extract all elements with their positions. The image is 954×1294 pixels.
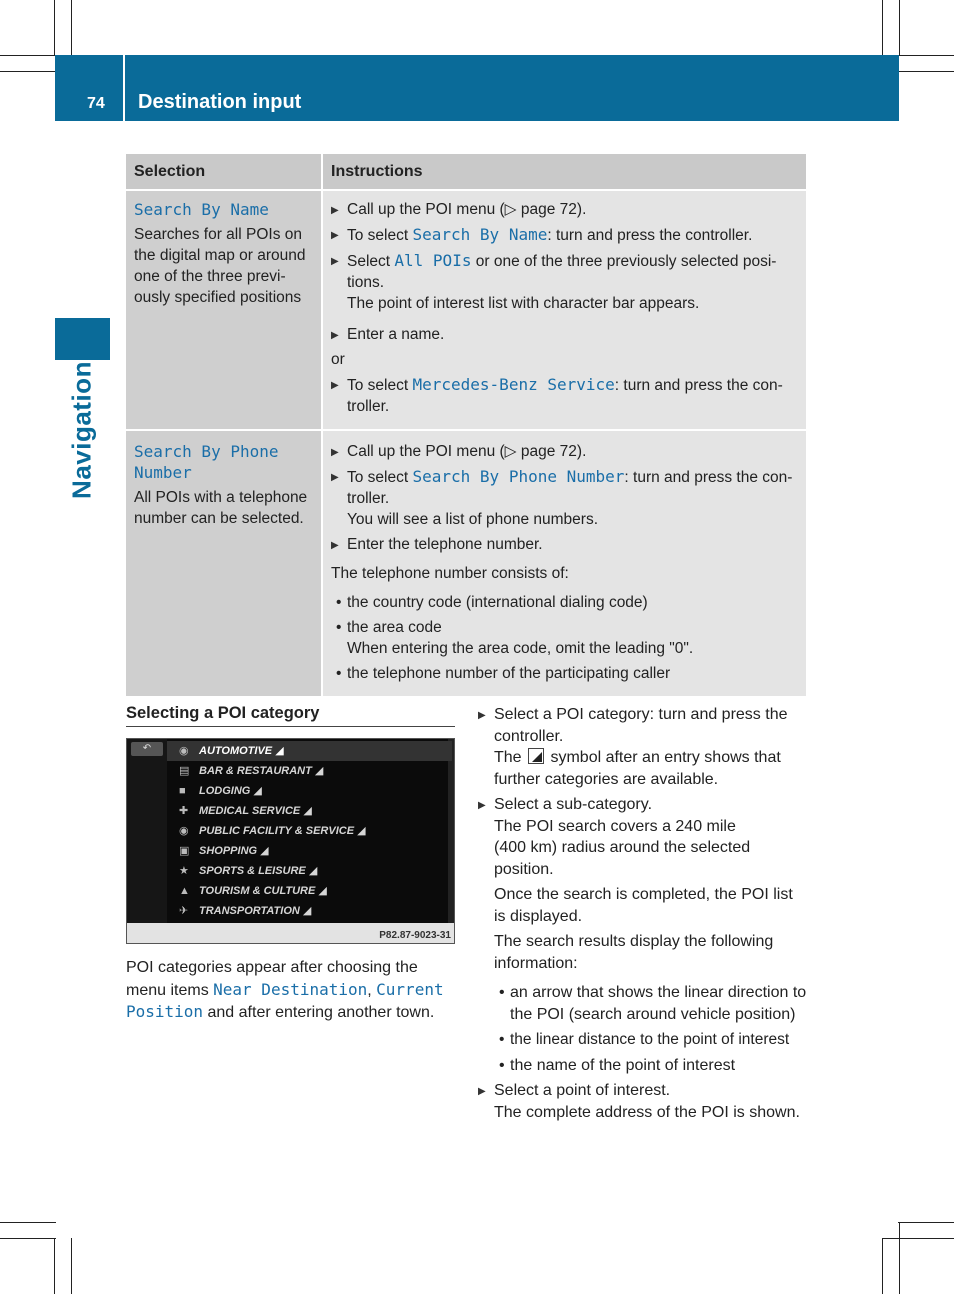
menu-item-bar-restaurant: ▤ BAR & RESTAURANT ◢ (167, 761, 452, 781)
instruction-step (331, 466, 798, 509)
screen-menu (167, 741, 452, 921)
subcategory-symbol-icon (528, 748, 544, 764)
instruction-step (331, 199, 798, 220)
step-text: : turn and press the controller. (347, 469, 793, 507)
step-text: : turn and press the controller. (547, 227, 753, 244)
sports-icon: ★ (179, 865, 189, 877)
step-text: or one of the three previously selected positions. (347, 253, 777, 291)
crop-mark (54, 1238, 55, 1294)
table-row (126, 430, 806, 696)
step-text: To select (347, 227, 413, 244)
cup-icon: ▤ (179, 765, 190, 777)
step-text: : turn and press the controller. (347, 377, 783, 415)
menu-item-lodging: ■ LODGING ◢ (167, 781, 452, 801)
menu-item-automotive: ◉ AUTOMOTIVE ◢ (167, 741, 452, 761)
menu-item-ref: Search By Name (412, 225, 548, 244)
menu-item-label: SPORTS & LEISURE (199, 865, 306, 877)
menu-item-ref: Mercedes-Benz Service (412, 375, 615, 394)
instruction-step (331, 374, 798, 417)
menu-item-sports: ★ SPORTS & LEISURE ◢ (167, 861, 452, 881)
table-header-instructions: Instructions (322, 154, 806, 190)
crop-mark (899, 1222, 900, 1294)
side-tab-marker (55, 318, 110, 360)
selection-title: Search By Name (134, 200, 269, 219)
poi-category-screenshot (126, 738, 455, 944)
crop-mark (0, 71, 56, 72)
image-id: P82.87-9023-31 (379, 930, 451, 941)
crop-mark (898, 1222, 954, 1223)
side-tab-label: Navigation (66, 361, 97, 499)
step-text: To select (347, 377, 413, 394)
caption-text: and after entering another town. (203, 1004, 435, 1021)
menu-item-label: TRANSPORTATION (199, 905, 300, 917)
instruction-step (331, 534, 798, 555)
bed-icon: ■ (179, 785, 186, 797)
crop-mark (0, 1238, 56, 1239)
menu-item-ref: Current Position (126, 979, 444, 1021)
bag-icon: ▣ (179, 845, 190, 857)
instruction-step (331, 441, 798, 462)
page-header (55, 55, 899, 121)
note-text: The (494, 749, 527, 766)
menu-item-label: LODGING (199, 785, 251, 797)
bullet-item: • the country code (international dialing code) (331, 592, 798, 613)
cross-icon: ✚ (179, 805, 189, 817)
landmark-icon: ▲ (179, 885, 190, 897)
step-note: The POI search covers a 240 mile (400 km) radius around the selected position. (494, 817, 751, 878)
instruction-step (331, 250, 798, 293)
instruction-step (331, 224, 798, 246)
crop-mark (0, 55, 56, 56)
crop-mark (882, 0, 883, 56)
note-text: symbol after an entry shows that further categories are available. (494, 749, 781, 788)
menu-item-label: PUBLIC FACILITY & SERVICE (199, 825, 355, 837)
screenshot-caption (126, 957, 455, 1024)
crop-mark (898, 55, 954, 56)
menu-item-shopping: ▣ SHOPPING ◢ (167, 841, 452, 861)
menu-item-tourism: ▲ TOURISM & CULTURE ◢ (167, 881, 452, 901)
consists-text: The telephone number consists of: (331, 565, 569, 582)
bullet-item: • the linear distance to the point of interest (494, 1029, 808, 1051)
menu-item-label: BAR & RESTAURANT (199, 765, 312, 777)
instruction-step: ▶ Select a point of interest. (478, 1080, 808, 1102)
bullet-item: • the area code (331, 617, 798, 638)
selection-cell (126, 430, 322, 696)
poi-search-table (126, 154, 806, 696)
menu-item-label: AUTOMOTIVE (199, 745, 273, 757)
selection-description: All POIs with a telephone number can be selected. (134, 489, 308, 527)
or-text: or (331, 351, 345, 368)
instruction-step (331, 324, 798, 345)
back-arrow-icon: ↶ (131, 742, 163, 756)
crop-mark (882, 1238, 883, 1294)
right-column-instructions (478, 704, 808, 1127)
step-note: You will see a list of phone numbers. (347, 511, 599, 528)
caption-text: , (367, 981, 377, 999)
crop-mark (0, 1222, 56, 1223)
step-text: To select (347, 469, 413, 486)
step-text: Call up the POI menu (▷ page 72). (347, 201, 587, 218)
image-id-bar (127, 923, 454, 943)
bullet-note: When entering the area code, omit the leading "0". (347, 640, 694, 657)
page-number-box (55, 55, 125, 121)
caption-text: POI categories appear after choosing the menu items (126, 959, 418, 999)
table-header-selection: Selection (126, 154, 322, 190)
menu-item-ref: Search By Phone Number (412, 467, 625, 486)
crop-mark (899, 0, 900, 56)
step-note (478, 747, 808, 790)
bullet-item: • the telephone number of the participating caller (331, 663, 798, 684)
instruction-step: ▶ Select a sub-category. (478, 794, 808, 816)
step-note: The point of interest list with character bar appears. (347, 295, 700, 312)
step-text: Call up the POI menu (▷ page 72). (347, 443, 587, 460)
crop-mark (71, 0, 72, 56)
table-row (126, 190, 806, 430)
screen-side-strip (127, 739, 167, 925)
menu-item-medical: ✚ MEDICAL SERVICE ◢ (167, 801, 452, 821)
step-note: The complete address of the POI is shown. (494, 1103, 800, 1121)
instruction-step: ▶ Select a POI category: turn and press the controller. (478, 704, 808, 747)
bullet-item: • an arrow that shows the linear direction to the POI (search around vehicle position) (494, 982, 808, 1025)
crop-mark (898, 71, 954, 72)
crop-mark (71, 1238, 72, 1294)
plane-icon: ✈ (179, 905, 189, 917)
menu-item-label: TOURISM & CULTURE (199, 885, 316, 897)
menu-item-ref: All POIs (394, 251, 472, 270)
selection-cell (126, 190, 322, 430)
instructions-cell (322, 430, 806, 696)
menu-item-public-facility: ◉ PUBLIC FACILITY & SERVICE ◢ (167, 821, 452, 841)
menu-item-label: SHOPPING (199, 845, 258, 857)
step-text: Enter the telephone number. (347, 536, 543, 553)
menu-item-ref: Near Destination (213, 979, 368, 999)
menu-item-transportation: ✈ TRANSPORTATION ◢ (167, 901, 452, 921)
building-icon: ◉ (179, 825, 189, 837)
step-text: Enter a name. (347, 326, 445, 343)
menu-item-label: MEDICAL SERVICE (199, 805, 301, 817)
step-note: Once the search is completed, the POI list is displayed. (494, 886, 793, 925)
selection-description: Searches for all POIs on the digital map or around one of the three previously specified positions (134, 226, 306, 306)
bullet-item: • the name of the point of interest (494, 1055, 808, 1077)
section-title: Destination input (138, 91, 302, 113)
table-header-row (126, 154, 806, 190)
instructions-cell (322, 190, 806, 430)
step-note: The search results display the following information: (494, 933, 774, 972)
crop-mark (882, 1238, 954, 1239)
car-icon: ◉ (179, 745, 189, 757)
selection-title: Search By Phone Number (134, 442, 279, 482)
page-number: 74 (87, 95, 105, 112)
crop-mark (54, 0, 55, 56)
subsection-heading: Selecting a POI category (126, 704, 455, 727)
step-text: Select (347, 253, 395, 270)
